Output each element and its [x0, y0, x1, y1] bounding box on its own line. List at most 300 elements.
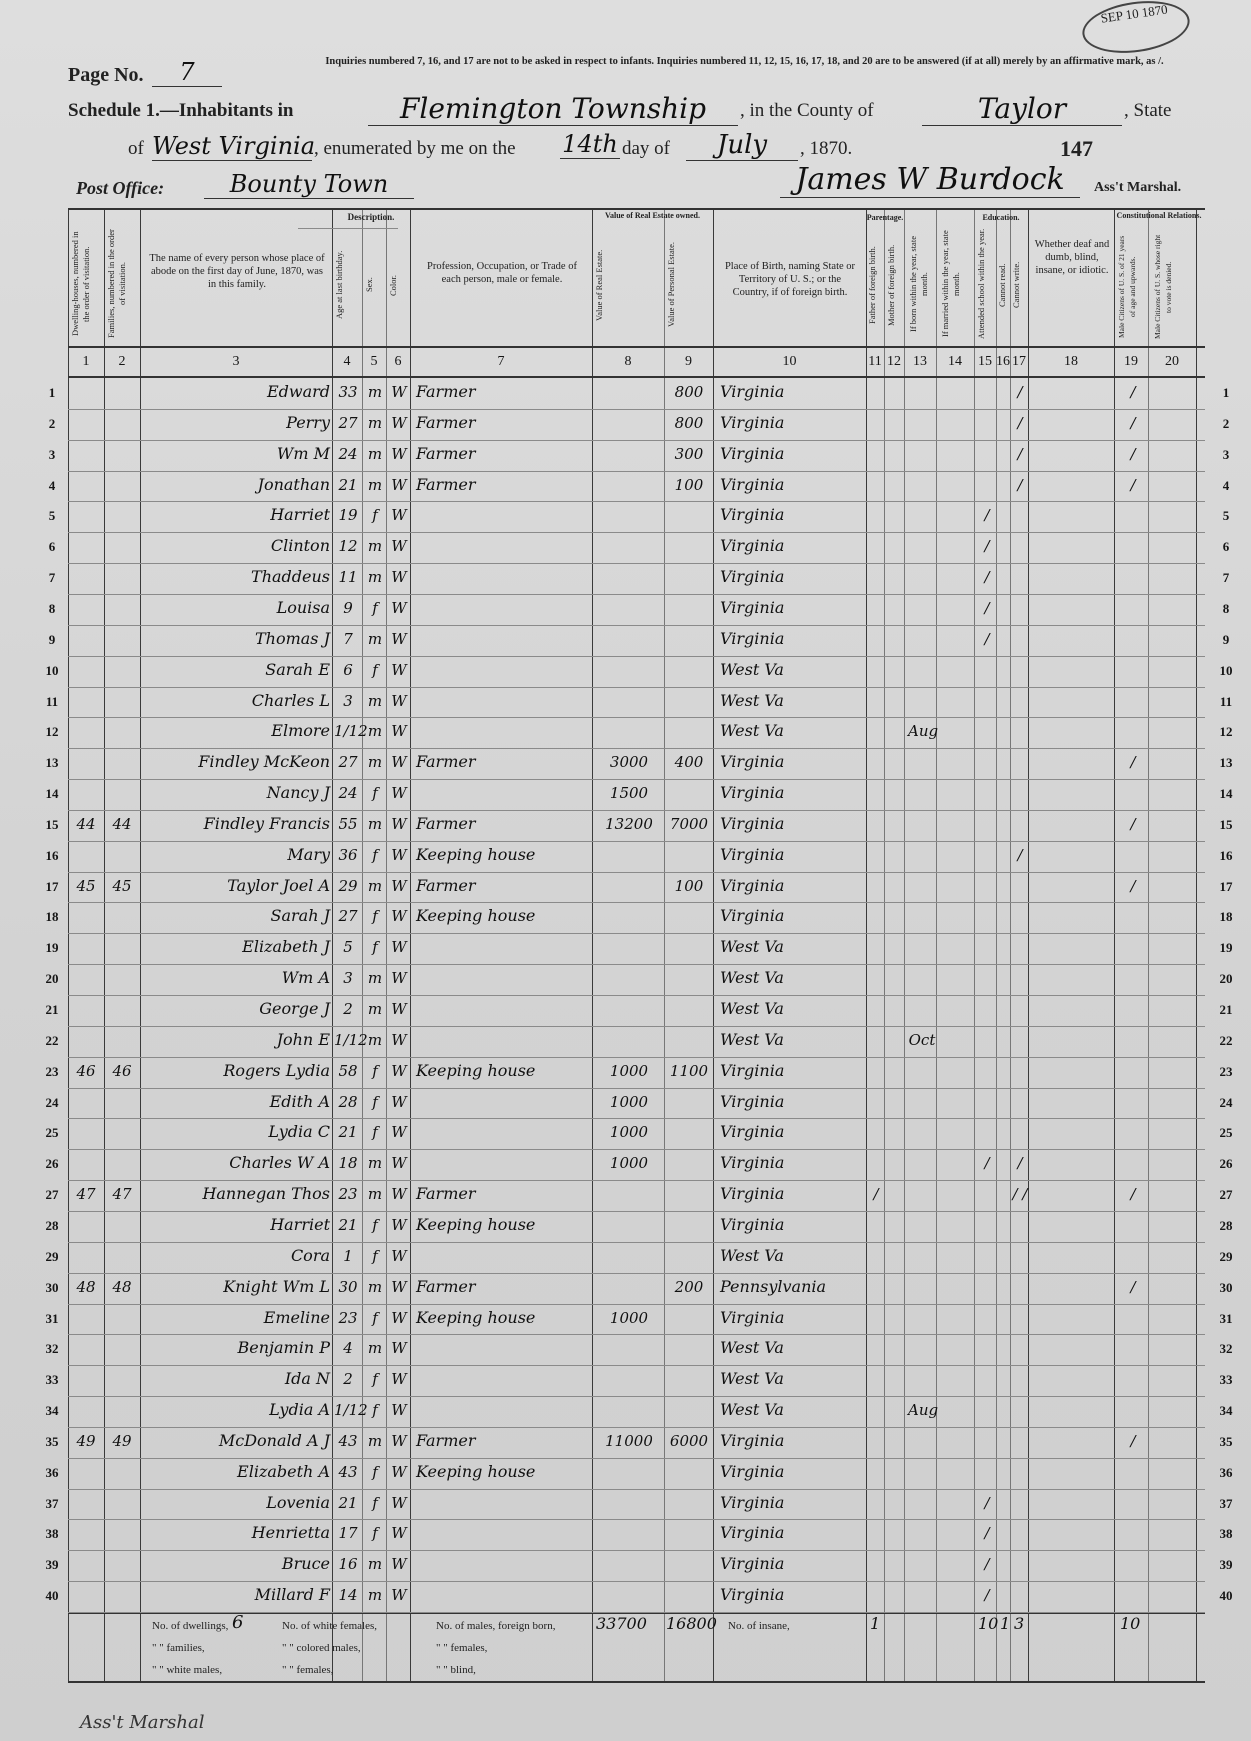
occupation: Farmer [416, 444, 476, 463]
family-number [106, 717, 138, 745]
dwelling-number [70, 717, 102, 745]
dwelling-number [70, 841, 102, 869]
cannot-write-mark [1012, 1550, 1028, 1578]
school-mark: / [984, 1555, 990, 1573]
sex: m [367, 537, 383, 555]
occupation: Keeping house [416, 845, 536, 864]
cannot-write-mark [1012, 1458, 1028, 1486]
occupation [416, 687, 591, 715]
father-foreign-mark [868, 1519, 884, 1547]
dwelling-number [70, 1088, 102, 1116]
group-header-parentage: Parentage. [866, 213, 904, 222]
personal-estate-value [666, 1581, 712, 1609]
family-number [106, 501, 138, 529]
family-number [106, 1026, 138, 1054]
grid-line [592, 208, 593, 1683]
birthplace: West Va [720, 691, 784, 710]
dwelling-number [70, 1550, 102, 1578]
color: W [391, 1000, 407, 1018]
color: W [391, 476, 407, 494]
family-number [106, 1519, 138, 1547]
father-foreign-mark [868, 1149, 884, 1177]
father-foreign-mark [868, 779, 884, 807]
real-estate-value: 11000 [605, 1432, 653, 1450]
age: 19 [338, 506, 358, 524]
personal-estate-value [666, 594, 712, 622]
person-name: Lydia A [269, 1400, 330, 1419]
cannot-write-mark [1012, 1519, 1028, 1547]
citizen-mark [1118, 779, 1148, 807]
occupation [416, 779, 591, 807]
row-number-left: 2 [48, 416, 56, 431]
row-number-left: 37 [45, 1496, 59, 1511]
color: W [391, 753, 407, 771]
birth-month [908, 902, 936, 930]
birthplace: Virginia [720, 752, 785, 771]
citizen-mark [1118, 1489, 1148, 1517]
citizen-mark [1118, 563, 1148, 591]
cannot-write-mark: / [1017, 383, 1023, 401]
citizen-mark [1118, 1149, 1148, 1177]
grid-line [1114, 208, 1115, 1683]
bottom-note: Ass't Marshal [80, 1712, 205, 1733]
occupation [416, 1581, 591, 1609]
person-name: Thomas J [254, 629, 330, 648]
real-estate-value [596, 563, 662, 591]
father-foreign-mark [868, 1026, 884, 1054]
column-number-19: 19 [1124, 354, 1138, 369]
birth-month [908, 501, 936, 529]
column-number-20: 20 [1165, 354, 1179, 369]
row-number-right: 27 [1219, 1187, 1233, 1202]
birthplace: Virginia [720, 1523, 785, 1542]
person-name: Jonathan [257, 475, 330, 494]
occupation [416, 1242, 591, 1270]
cannot-write-mark [1012, 1581, 1028, 1609]
birthplace: Virginia [720, 1308, 785, 1327]
father-foreign-mark [868, 594, 884, 622]
row-number-left: 36 [45, 1465, 59, 1480]
birth-month [908, 1489, 936, 1517]
state-label: , State [1124, 100, 1172, 121]
citizen-mark: / [1130, 1432, 1136, 1450]
color: W [391, 1432, 407, 1450]
occupation [416, 717, 591, 745]
real-estate-value [596, 1458, 662, 1486]
citizen-mark [1118, 995, 1148, 1023]
personal-estate-value [666, 964, 712, 992]
birthplace: Virginia [720, 1153, 785, 1172]
row-number-right: 22 [1219, 1033, 1233, 1048]
cannot-write-mark [1012, 1273, 1028, 1301]
personal-estate-value [666, 717, 712, 745]
age: 55 [338, 815, 358, 833]
personal-estate-value [666, 532, 712, 560]
person-name: Charles L [251, 691, 330, 710]
color: W [391, 722, 407, 740]
sex: f [372, 784, 378, 802]
footer-foreign-females-label: " " females, [436, 1642, 488, 1654]
personal-estate-value [666, 1088, 712, 1116]
row-number-right: 14 [1219, 786, 1233, 801]
father-foreign-mark [868, 656, 884, 684]
age: 14 [338, 1586, 358, 1604]
school-mark [978, 717, 996, 745]
father-foreign-mark [868, 563, 884, 591]
age: 1 [343, 1247, 353, 1265]
age: 29 [338, 877, 358, 895]
father-foreign-mark [868, 964, 884, 992]
day-of-label: day of [622, 138, 671, 159]
father-foreign-mark [868, 748, 884, 776]
person-name: Knight Wm L [223, 1277, 330, 1296]
dwelling-number [70, 1458, 102, 1486]
row-number-right: 31 [1219, 1311, 1233, 1326]
row-number-right: 6 [1222, 539, 1230, 554]
age: 2 [343, 1000, 353, 1018]
occupation [416, 933, 591, 961]
occupation [416, 501, 591, 529]
grid-line [664, 208, 665, 1683]
post-office-field: Bounty Town [204, 170, 414, 199]
birthplace: Virginia [720, 598, 785, 617]
cannot-write-mark [1012, 995, 1028, 1023]
family-number: 46 [112, 1062, 132, 1080]
dwelling-number [70, 656, 102, 684]
cannot-write-mark: / [1017, 445, 1023, 463]
color: W [391, 445, 407, 463]
color: W [391, 1093, 407, 1111]
birthplace: Virginia [720, 783, 785, 802]
occupation [416, 1334, 591, 1362]
dwelling-number [70, 1365, 102, 1393]
dwelling-number [70, 687, 102, 715]
sex: f [372, 846, 378, 864]
column-number-6: 6 [394, 354, 402, 369]
birth-month: Oct [908, 1031, 936, 1049]
row-number-right: 17 [1219, 879, 1233, 894]
sex: f [372, 938, 378, 956]
sheet-number: 147 [1060, 136, 1093, 161]
grid-line [362, 208, 363, 1683]
family-number [106, 471, 138, 499]
school-mark [978, 1088, 996, 1116]
birth-month [908, 687, 936, 715]
age: 3 [343, 969, 353, 987]
real-estate-value [596, 656, 662, 684]
real-estate-value [596, 1519, 662, 1547]
father-foreign-mark [868, 378, 884, 406]
family-number: 49 [112, 1432, 132, 1450]
column-header-16: Cannot read. [997, 263, 1007, 307]
footer-families-label: " " families, [152, 1642, 205, 1654]
family-number [106, 1334, 138, 1362]
school-mark [978, 964, 996, 992]
grid-line [713, 208, 714, 1683]
row-number-left: 33 [45, 1372, 59, 1387]
personal-estate-value [666, 687, 712, 715]
grid-line [298, 228, 398, 229]
citizen-mark: / [1130, 877, 1136, 895]
age: 11 [338, 568, 358, 586]
family-number [106, 378, 138, 406]
person-name: Emeline [263, 1308, 330, 1327]
school-mark [978, 1242, 996, 1270]
occupation [416, 656, 591, 684]
occupation [416, 1396, 591, 1424]
column-number-16: 16 [996, 354, 1010, 369]
row-number-left: 14 [45, 786, 59, 801]
color: W [391, 907, 407, 925]
birth-month [908, 1242, 936, 1270]
footer-total-col16: 1 [1000, 1614, 1011, 1633]
father-foreign-mark [868, 1118, 884, 1146]
citizen-mark [1118, 933, 1148, 961]
real-estate-value [596, 440, 662, 468]
school-mark [978, 748, 996, 776]
group-header-constitutional: Constitutional Relations. [1116, 211, 1202, 220]
row-number-right: 30 [1219, 1280, 1233, 1295]
grid-line [140, 208, 141, 1683]
birthplace: West Va [720, 1400, 784, 1419]
occupation [416, 1149, 591, 1177]
cannot-write-mark [1012, 872, 1028, 900]
birth-month [908, 1088, 936, 1116]
row-number-right: 1 [1222, 385, 1230, 400]
color: W [391, 1123, 407, 1141]
row-number-right: 4 [1222, 478, 1230, 493]
family-number [106, 532, 138, 560]
birthplace: West Va [720, 1246, 784, 1265]
cannot-write-mark [1012, 1365, 1028, 1393]
citizen-mark [1118, 1088, 1148, 1116]
age: 1/12 [334, 722, 368, 740]
row-number-left: 25 [45, 1125, 59, 1140]
row-number-right: 3 [1222, 447, 1230, 462]
personal-estate-value: 800 [674, 383, 704, 401]
row-number-right: 13 [1219, 755, 1233, 770]
row-number-right: 11 [1219, 694, 1233, 709]
school-mark [978, 1273, 996, 1301]
occupation [416, 1489, 591, 1517]
real-estate-value [596, 378, 662, 406]
personal-estate-value [666, 1118, 712, 1146]
row-number-left: 3 [48, 447, 56, 462]
personal-estate-value [666, 841, 712, 869]
birth-month [908, 1519, 936, 1547]
column-header-14: If married within the year, state month. [940, 230, 961, 338]
grid-line [386, 208, 387, 1683]
school-mark: / [984, 1586, 990, 1604]
dwelling-number [70, 779, 102, 807]
birth-month [908, 1211, 936, 1239]
person-name: Millard F [254, 1585, 330, 1604]
grid-line [104, 208, 105, 1683]
footer-total-col19: 10 [1120, 1614, 1141, 1633]
birthplace: West Va [720, 999, 784, 1018]
column-header-10: Place of Birth, naming State or Territory of U. S.; or the Country, if of foreign birth. [724, 261, 856, 298]
family-number [106, 1118, 138, 1146]
row-number-left: 12 [45, 724, 59, 739]
row-number-left: 26 [45, 1156, 59, 1171]
citizen-mark [1118, 1458, 1148, 1486]
cannot-write-mark [1012, 687, 1028, 715]
personal-estate-value [666, 501, 712, 529]
age: 5 [343, 938, 353, 956]
real-estate-value [596, 1581, 662, 1609]
birth-month [908, 563, 936, 591]
column-header-5: Sex. [364, 277, 374, 293]
real-estate-value [596, 501, 662, 529]
footer-foreign-born-label: No. of males, foreign born, [436, 1620, 556, 1632]
person-name: Elizabeth A [237, 1462, 330, 1481]
color: W [391, 1339, 407, 1357]
row-number-right: 39 [1219, 1557, 1233, 1572]
age: 4 [343, 1339, 353, 1357]
father-foreign-mark: / [873, 1185, 879, 1203]
age: 23 [338, 1185, 358, 1203]
citizen-mark [1118, 1242, 1148, 1270]
dwelling-number: 47 [76, 1185, 96, 1203]
row-number-right: 33 [1219, 1372, 1233, 1387]
color: W [391, 1463, 407, 1481]
occupation [416, 532, 591, 560]
birthplace: Virginia [720, 1431, 785, 1450]
sex: m [367, 722, 383, 740]
father-foreign-mark [868, 625, 884, 653]
person-name: Sarah E [265, 660, 330, 679]
color: W [391, 1586, 407, 1604]
dwelling-number [70, 933, 102, 961]
row-number-left: 4 [48, 478, 56, 493]
sex: f [372, 1062, 378, 1080]
personal-estate-value: 6000 [669, 1432, 709, 1450]
grid-line [884, 208, 885, 1683]
sex: f [372, 1093, 378, 1111]
birth-month [908, 1180, 936, 1208]
real-estate-value: 1500 [609, 784, 649, 802]
family-number [106, 440, 138, 468]
person-name: Benjamin P [237, 1338, 330, 1357]
age: 18 [338, 1154, 358, 1172]
cannot-write-mark [1012, 563, 1028, 591]
family-number [106, 625, 138, 653]
dwelling-number: 49 [76, 1432, 96, 1450]
father-foreign-mark [868, 872, 884, 900]
row-number-left: 34 [45, 1403, 59, 1418]
color: W [391, 1247, 407, 1265]
personal-estate-value: 200 [674, 1278, 704, 1296]
sex: m [367, 753, 383, 771]
dwelling-number [70, 1118, 102, 1146]
father-foreign-mark [868, 1458, 884, 1486]
footer-dwellings-value: 6 [232, 1612, 244, 1633]
school-mark [978, 841, 996, 869]
row-number-left: 31 [45, 1311, 59, 1326]
cannot-write-mark [1012, 532, 1028, 560]
personal-estate-value [666, 563, 712, 591]
family-number: 48 [112, 1278, 132, 1296]
column-number-15: 15 [978, 354, 992, 369]
group-header-description: Description. [347, 212, 395, 222]
birthplace: Virginia [720, 629, 785, 648]
father-foreign-mark [868, 933, 884, 961]
school-mark [978, 378, 996, 406]
column-number-1: 1 [82, 354, 90, 369]
real-estate-value [596, 1242, 662, 1270]
dwelling-number [70, 1396, 102, 1424]
father-foreign-mark [868, 501, 884, 529]
row-number-right: 18 [1219, 909, 1233, 924]
column-header-15: Attended school within the year. [976, 228, 986, 340]
personal-estate-value [666, 625, 712, 653]
real-estate-value [596, 1489, 662, 1517]
county-field: Taylor [922, 92, 1122, 126]
citizen-mark [1118, 687, 1148, 715]
sex: m [367, 414, 383, 432]
person-name: Clinton [270, 536, 330, 555]
cannot-write-mark [1012, 501, 1028, 529]
family-number [106, 1211, 138, 1239]
cannot-write-mark: / [1017, 846, 1023, 864]
row-number-right: 28 [1219, 1218, 1233, 1233]
personal-estate-value [666, 779, 712, 807]
occupation: Farmer [416, 382, 476, 401]
father-foreign-mark [868, 1057, 884, 1085]
day-field: 14th [560, 130, 620, 159]
birthplace: West Va [720, 1369, 784, 1388]
dwelling-number [70, 1211, 102, 1239]
group-header-value: Value of Real Estate owned. [604, 211, 701, 220]
real-estate-value: 1000 [609, 1309, 649, 1327]
family-number [106, 841, 138, 869]
column-header-1: Dwelling-houses, numbered in the order of visitation. [70, 231, 91, 337]
footer-dwellings-label: No. of dwellings, [152, 1620, 229, 1632]
dwelling-number [70, 902, 102, 930]
sex: m [367, 630, 383, 648]
birth-month [908, 964, 936, 992]
person-name: Findley McKeon [198, 752, 330, 771]
row-number-left: 30 [45, 1280, 59, 1295]
real-estate-value [596, 409, 662, 437]
dwelling-number [70, 563, 102, 591]
occupation [416, 625, 591, 653]
birthplace: Virginia [720, 1061, 785, 1080]
person-name: Harriet [270, 1215, 330, 1234]
column-header-4: Age at last birthday. [334, 250, 344, 320]
row-number-left: 35 [45, 1434, 59, 1449]
birthplace: Pennsylvania [720, 1277, 827, 1296]
cannot-write-mark [1012, 1088, 1028, 1116]
personal-estate-value: 1100 [669, 1062, 709, 1080]
row-number-left: 18 [45, 909, 59, 924]
school-mark [978, 902, 996, 930]
citizen-mark [1118, 1396, 1148, 1424]
real-estate-value [596, 1026, 662, 1054]
school-mark [978, 1458, 996, 1486]
row-number-left: 23 [45, 1064, 59, 1079]
birth-month [908, 1304, 936, 1332]
citizen-mark [1118, 1057, 1148, 1085]
dwelling-number [70, 1334, 102, 1362]
footer-white-females-label: No. of white females, [282, 1620, 377, 1632]
footer-blind-label: " " blind, [436, 1664, 476, 1676]
father-foreign-mark [868, 1088, 884, 1116]
sex: m [367, 1432, 383, 1450]
column-number-11: 11 [868, 354, 882, 369]
age: 30 [338, 1278, 358, 1296]
grid-line [1148, 208, 1149, 1683]
